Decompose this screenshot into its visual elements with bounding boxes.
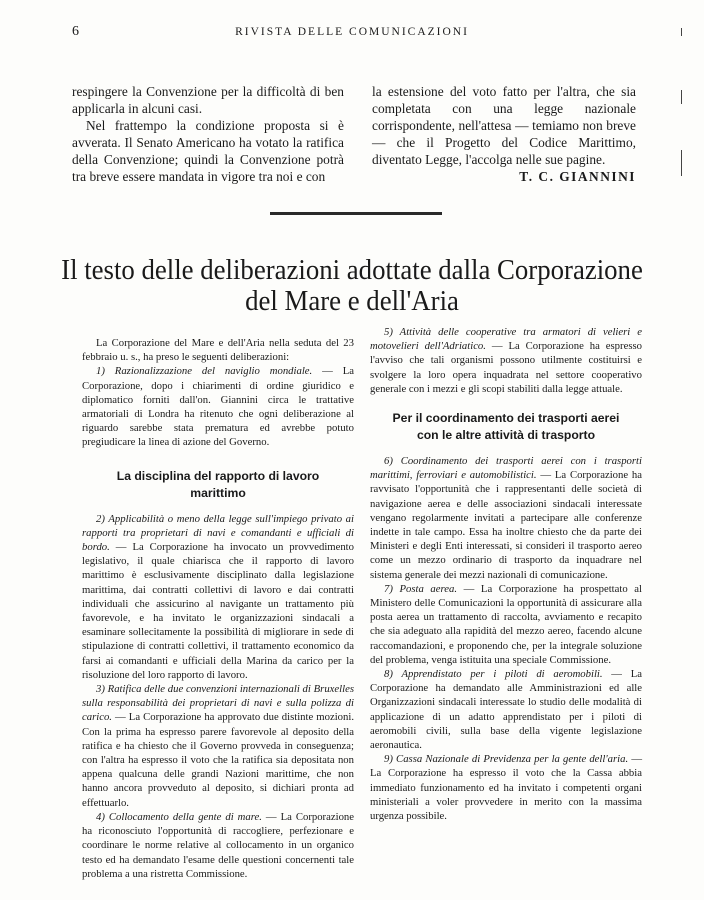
deliberation-2 xyxy=(82,512,354,682)
deliberation-2-title: 2) Applicabilità o meno della legge sull'impiego privato ai rapporti tra proprietari di navi e comandanti e ufficiali di bordo. xyxy=(82,512,354,554)
deliberation-5-text: — La Corporazione ha espresso l'avviso che tali organismi possono utilmente costituirsi e svolgere la loro opera inquadrata nel settore cooperativo generale con i mezzi e gli scopi stabiliti dalla legge attuale. xyxy=(370,340,642,395)
deliberation-3 xyxy=(82,682,354,810)
section-heading-air-transport xyxy=(370,410,642,444)
article-title-line-1: Il testo delle deliberazioni adottate dalla Corporazione xyxy=(61,255,643,286)
deliberation-1-text: — La Corporazione, dopo i chiarimenti di ordine giuridico e diplomatico forniti dall'on. Giannini circa le trattative armatoriali di Londra ha ritenuto che ogni deliberazione al riguardo sarebbe stata prematura ed avrebbe potuto pregiudicare la linea di azione del Governo. xyxy=(82,365,354,449)
top-right-paragraph: la estensione del voto fatto per l'altra, che sia completata con una legge nazionale corrispondente, nell'attesa — temiamo non breve — che il Progetto del Codice Marittimo, diventato Legge, l'accolga nelle sue pagine. xyxy=(372,84,636,167)
article-title xyxy=(21,255,683,317)
deliberation-6-text: — La Corporazione ha ravvisato l'opportunità che i rappresentanti delle società di navigazione aerea e delle associazioni sindacali interessate vengano regolarmente invitati a partecipare alle conferenze indette in tale campo. Essa ha inoltre chiesto che da parte dei Ministeri e degli Enti interessati, si consideri il trasporto aereo come un mezzo ordinario di trasporto da inquadrare nel sistema generale dei mezzi nazionali di comunicazione. xyxy=(370,469,642,581)
deliberation-1-title: 1) Razionalizzazione del naviglio mondiale. xyxy=(96,365,313,378)
deliberation-6-title: 6) Coordinamento dei trasporti aerei con i trasporti marittimi, ferroviari e automobilistici. xyxy=(370,455,642,482)
top-left-paragraph-1: respingere la Convenzione per la difficoltà di ben applicarla in alcuni casi. xyxy=(72,84,344,116)
deliberation-9-text: — La Corporazione ha espresso il voto che la Cassa abbia immediato funzionamento ed ha invitato i competenti organi ministeriali a voler provvedere in merito con la massima urgenza possibile. xyxy=(370,753,643,823)
page-number: 6 xyxy=(72,24,79,39)
top-left-paragraph-2: Nel frattempo la condizione proposta si è avverata. Il Senato Americano ha votato la ratifica della Convenzione; quindi la Convenzione potrà tra breve essere mandata in vigore tra noi e con xyxy=(72,118,344,184)
author-signature: T. C. GIANNINI xyxy=(519,169,636,184)
section-heading-labor-line-1: La disciplina del rapporto di lavoro xyxy=(116,468,320,483)
deliberation-4 xyxy=(82,810,354,881)
deliberation-1 xyxy=(82,364,354,449)
scan-mark xyxy=(681,150,682,176)
article-left-column xyxy=(82,336,354,881)
deliberation-4-text: — La Corporazione ha riconosciuto l'opportunità di raccogliere, perfezionare e coordinare le norme relative al collocamento in un organico testo ed ha demandato l'esame delle questioni concernenti tale problema a una ristretta Commissione. xyxy=(82,810,355,880)
article-title-line-2: del Mare e dell'Aria xyxy=(245,286,459,317)
article-intro: La Corporazione del Mare e dell'Aria nella seduta del 23 febbraio u. s., ha preso le seguenti deliberazioni: xyxy=(82,337,354,364)
section-heading-labor-line-2: marittimo xyxy=(190,485,246,500)
running-head: RIVISTA DELLE COMUNICAZIONI xyxy=(235,26,469,38)
scan-mark xyxy=(681,28,682,36)
top-left-column xyxy=(72,83,344,185)
deliberation-8-title: 8) Apprendistato per i piloti di aeromobili. xyxy=(384,668,603,681)
top-right-column xyxy=(372,83,636,185)
deliberation-8-text: — La Corporazione ha demandato alle Amministrazioni ed alle Organizzazioni sindacali interessate lo studio delle modalità di applicazione di un adatto apprendistato per i piloti di aeromobili civili, sulla base della vigente legislazione aeronautica. xyxy=(370,668,642,752)
deliberation-3-text: — La Corporazione ha approvato due distinte mozioni. Con la prima ha espresso parere favorevole al deposito della ratifica e ha chiesto che il Governo provveda in conseguenza; con l'altra ha espresso il voto che la ratifica sia depositata non appena qualcuna delle grandi Nazioni marittime, che non hanno ancora provveduto al deposito, si dichiari pronta ad effettuarlo. xyxy=(82,711,354,809)
deliberation-4-title: 4) Collocamento della gente di mare. xyxy=(96,810,262,823)
deliberation-5 xyxy=(370,325,642,396)
section-heading-air-transport-line-2: con le altre attività di trasporto xyxy=(416,428,596,443)
section-divider xyxy=(270,212,442,215)
deliberation-7-title: 7) Posta aerea. xyxy=(384,582,458,595)
scan-mark xyxy=(681,90,682,104)
deliberation-8 xyxy=(370,667,642,752)
section-heading-labor xyxy=(82,468,354,502)
deliberation-7 xyxy=(370,582,642,667)
deliberation-5-title: 5) Attività delle cooperative tra armatori di velieri e motovelieri dell'Adriatico. xyxy=(370,326,642,353)
article-right-column xyxy=(370,325,642,823)
deliberation-9-title: 9) Cassa Nazionale di Previdenza per la gente dell'aria. xyxy=(384,753,629,766)
deliberation-2-text: — La Corporazione ha invocato un provvedimento legislativo, il quale chiarisca che il rapporto di lavoro marittimo è esclusivamente disciplinato dalla legislazione marittima, dai contratti collettivi di lavoro e dai contratti individuali che assicurino al navigante un trattamento più favorevole, e ha invitato le organizzazioni sindacali a esaminare sollecitamente la possibilità di migliorare in sede di stipulazione di contratti collettivi, il trattamento economico da farsi ai comandanti e ufficiali della Marina da carico per la risoluzione del loro rapporto di lavoro. xyxy=(82,541,354,681)
deliberation-3-title: 3) Ratifica delle due convenzioni internazionali di Bruxelles sulla responsabilità dei proprietari di navi e sulla polizza di carico. xyxy=(82,683,354,724)
deliberation-6 xyxy=(370,454,642,582)
section-heading-air-transport-line-1: Per il coordinamento dei trasporti aerei xyxy=(392,411,620,426)
deliberation-7-text: — La Corporazione ha prospettato al Ministero delle Comunicazioni la opportunità di assicurare alla posta aerea un trattamento di raccolta, avviamento e recapito che sia adeguato alla rapidità del mezzo aereo, facendo alcune raccomandazioni, e proponendo che, per la integrale soluzione del problema, venga istituita una speciale Commissione. xyxy=(370,582,642,666)
deliberation-9 xyxy=(370,752,642,823)
